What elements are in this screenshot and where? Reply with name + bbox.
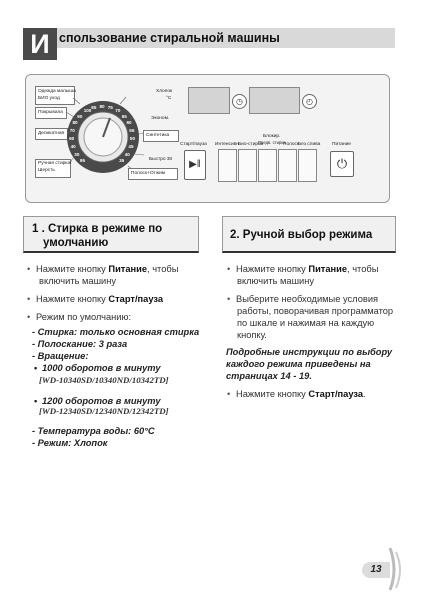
default-temperature: - Температура воды: 60°С: [32, 426, 155, 436]
temperature-unit: °С: [166, 96, 172, 101]
program-label: Синтетика: [146, 133, 170, 138]
section2-note-line3: страницах 14 - 19.: [226, 371, 312, 381]
power-button: ⏻: [330, 151, 354, 177]
option-label: Интенсивн.: [215, 142, 241, 147]
default-spin: - Вращение:: [32, 351, 89, 361]
start-pause-button: ▶‖: [184, 150, 206, 180]
dial-number: 50: [129, 136, 136, 142]
program-label: Хлопок: [156, 89, 173, 94]
clock-icon: ◷: [232, 94, 247, 109]
section2-bullet1: Нажмите кнопку Питание, чтобы: [236, 264, 379, 274]
bullet: •: [227, 389, 231, 399]
power-label: Питание: [332, 142, 351, 147]
program-label: БИО уход: [38, 96, 60, 101]
section1-title-line2: умолчанию: [43, 237, 109, 249]
program-label: Покрывала: [38, 110, 63, 115]
delay-icon: ◴: [302, 94, 317, 109]
dial-number: 35: [119, 157, 125, 163]
section1-bullet2: Нажмите кнопку Старт/пауза: [36, 294, 164, 304]
dial-number: 80: [72, 120, 78, 126]
dial-number: 55: [129, 128, 135, 133]
dial-number: 60: [69, 136, 75, 142]
section1-bullet1-line2: включить машину: [39, 276, 117, 286]
section2-bullet2-line4: кнопку.: [237, 330, 267, 340]
section2-bullet1-line2: включить машину: [237, 276, 315, 286]
bullet: •: [27, 264, 31, 274]
section2-note-line2: каждого режима приведены на: [226, 359, 371, 369]
dial-number: 40: [124, 151, 130, 157]
section1-bullet3: Режим по умолчанию:: [36, 312, 132, 322]
dial-number: 65: [121, 113, 127, 119]
models-1200: [WD-12340SD/12340ND/12342TD]: [39, 406, 169, 416]
program-label: Деликатная: [38, 131, 65, 136]
dial-number: 45: [128, 144, 134, 150]
program-label: Одежда малыша: [38, 89, 76, 94]
dial-number: 80: [99, 104, 105, 109]
models-1000: [WD-10340SD/10340ND/10342TD]: [39, 375, 169, 385]
dial-number: 70: [69, 128, 75, 133]
section2-title: 2. Ручной выбор режима: [230, 229, 373, 241]
program-label: Полоск+Отжим: [131, 171, 166, 176]
default-wash: - Стирка: только основная стирка: [32, 327, 200, 337]
section2-bullet3: Нажмите кнопку Старт/пауза.: [236, 389, 366, 399]
page-number: 13: [362, 562, 390, 578]
option-label: Предв. стирка: [258, 140, 286, 145]
dial-number: 90: [77, 113, 83, 119]
dial-number: 30: [74, 151, 80, 157]
bullet: •: [27, 294, 31, 304]
header-initial: И: [23, 28, 57, 60]
spin-1000: 1000 оборотов в минуту: [42, 363, 161, 373]
program-label: Быстро 30: [149, 157, 173, 162]
option-label: Био-стирка: [238, 142, 263, 147]
program-label: Эконом.: [151, 116, 170, 121]
section2-bullet2-line2: работы, поворачивая программатор: [237, 306, 394, 316]
dial-number: 85: [91, 105, 97, 111]
section2-bullet2-line3: по шкале и нажимая на каждую: [237, 318, 375, 328]
default-rinse: - Полоскание: 3 раза: [32, 339, 128, 349]
program-label: Ручная стирка/: [38, 161, 72, 166]
dial-number: 40: [70, 144, 76, 150]
bullet: •: [227, 294, 231, 304]
dial-number: 60: [126, 120, 132, 126]
spin-bullet: •: [34, 396, 38, 406]
section2-note-line1: Подробные инструкции по выбору: [226, 347, 393, 357]
option-label: Без слива: [298, 142, 321, 147]
spin-bullet: •: [34, 363, 38, 373]
bullet: •: [27, 312, 31, 322]
default-program: - Режим: Хлопок: [32, 438, 108, 448]
option-label: Полоск.: [283, 142, 301, 147]
spin-1200: 1200 оборотов в минуту: [42, 396, 161, 406]
section1-title-line1: 1 . Стирка в режиме по: [32, 223, 163, 235]
section2-bullet2-line1: Выберите необходимые условия: [236, 294, 379, 304]
section1-bullet1: Нажмите кнопку Питание, чтобы: [36, 264, 179, 274]
child-lock-label: Блокир.: [263, 134, 281, 139]
dial-number: 100: [83, 108, 92, 114]
page-title: спользование стиральной машины: [59, 31, 280, 45]
start-pause-label: Старт/пауза: [180, 142, 207, 147]
bullet: •: [227, 264, 231, 274]
dial-number: 75: [107, 105, 113, 111]
dial-number: 95: [79, 157, 86, 163]
dial-number: 70: [115, 108, 121, 114]
program-label: Шерсть: [38, 168, 55, 173]
